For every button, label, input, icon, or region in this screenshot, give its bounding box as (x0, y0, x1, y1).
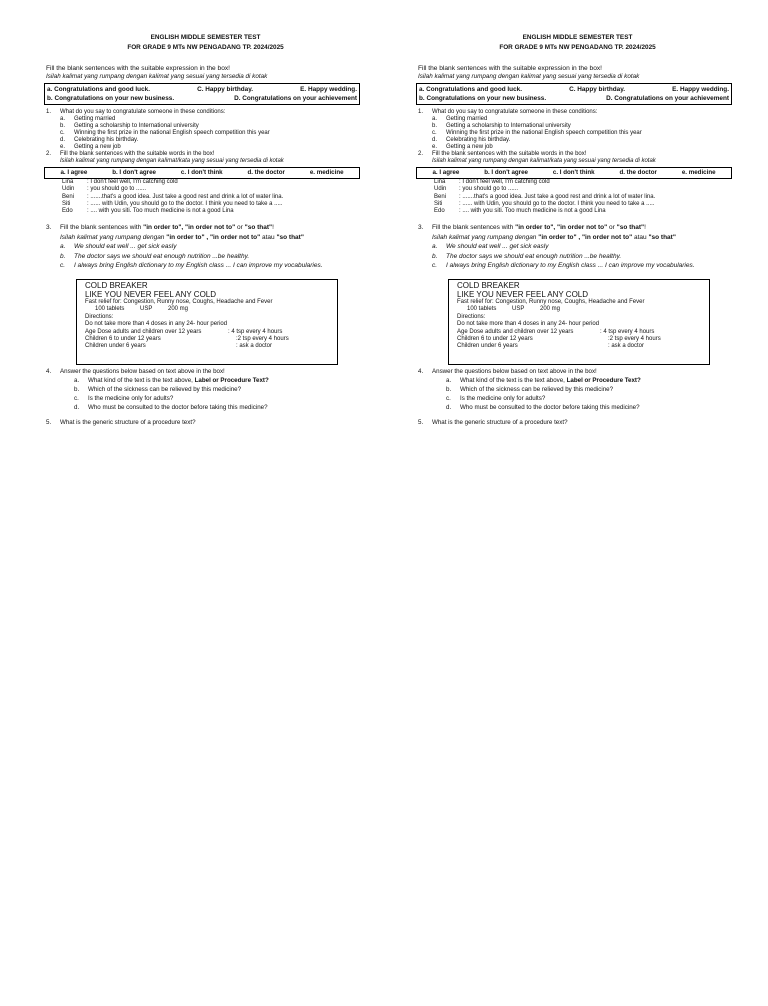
item-text: Winning the first prize in the national English speech competition this year (446, 130, 642, 136)
item-text: Which of the sickness can be relieved by this medicine? (88, 385, 242, 393)
item-letter: c. (446, 394, 451, 402)
medicine-tagline: LIKE YOU NEVER FEEL ANY COLD (85, 289, 217, 299)
dose-label: Age Dose adults and children over 12 years (85, 328, 202, 335)
option-e: E. Happy wedding. (672, 86, 729, 93)
usp: USP (140, 306, 153, 313)
item-letter: b. (60, 252, 66, 260)
item-text: Celebrating his birthday. (446, 137, 511, 143)
option-c: C. Happy birthday. (197, 86, 254, 93)
word-d: d. the doctor (619, 169, 657, 176)
list-item (446, 394, 755, 403)
text-part: or (235, 224, 245, 232)
item-text: Getting a scholarship to International university (74, 123, 199, 129)
worksheet-copy-right (400, 0, 755, 500)
medicine-label-box (448, 279, 710, 365)
question-5 (28, 418, 383, 427)
text-part-bold: "in order to", "in order not to" (515, 224, 608, 232)
question-text: Fill the blank sentences with the suitable words in the box! (60, 151, 215, 157)
item-text: What kind of the text is the text above, (88, 376, 195, 384)
text-part-bold: "so that" (276, 233, 304, 241)
item-text: Getting a new job (74, 144, 121, 150)
dialogue-line (62, 186, 383, 193)
question-3 (400, 223, 755, 271)
text-part: Isilah kalimat yang rumpang dengan (432, 233, 539, 241)
list-item (60, 261, 383, 271)
question-5 (400, 418, 755, 427)
dose-value: : ask a doctor (236, 343, 273, 350)
instruction-translation: Isilah kalimat yang rumpang dengan kalimat yang sesuai yang tersedia di kotak (46, 73, 268, 80)
dose-value: : 4 tsp every 4 hours (228, 328, 283, 335)
question-translation: Isilah kalimat yang rumpang dengan kalimat/kata yang sesuai yang tersedia di kotak (432, 158, 656, 164)
list-item (60, 144, 383, 151)
list-item (60, 130, 383, 137)
item-text: I always bring English dictionary to my English class ... I can improve my vocabularies. (74, 262, 323, 270)
dialogue-line (434, 208, 755, 215)
list-item (432, 144, 755, 151)
text-part-bold: "in order to", "in order not to" (143, 224, 236, 232)
question-number: 1. (46, 109, 52, 115)
dose-warning: Do not take more than 4 doses in any 24- hour period (85, 321, 228, 328)
item-text: Getting a new job (446, 144, 493, 150)
speaker: Udin (434, 186, 447, 193)
speaker: Lina (62, 179, 74, 185)
item-letter: d. (446, 403, 452, 411)
item-letter: b. (60, 123, 66, 129)
word-b: b. I don't agree (112, 169, 156, 176)
option-d: D. Congratulations on your achievement (234, 95, 357, 102)
question-text: Answer the questions below based on text above in the box! (432, 367, 597, 375)
list-item (74, 403, 383, 412)
utterance: : I don't feel well, I'm catching cold (459, 179, 550, 185)
question-text: Answer the questions below based on text above in the box! (60, 367, 225, 375)
item-letter: b. (432, 123, 438, 129)
dose-row (85, 336, 337, 343)
directions-heading: Directions: (85, 313, 114, 320)
dialogue (62, 179, 383, 215)
list-item (432, 252, 755, 262)
question-number: 2. (418, 151, 424, 157)
question-text (432, 223, 755, 233)
item-letter: d. (60, 137, 66, 143)
text-part: atau (632, 233, 649, 241)
speaker: Edo (434, 208, 445, 215)
dose-label: Age Dose adults and children over 12 years (457, 328, 574, 335)
text-part-bold: "in order to" , "in order not to" (166, 233, 261, 241)
dialogue-line (434, 186, 755, 193)
utterance: : you should go to ...... (87, 186, 147, 193)
question-3 (28, 223, 383, 271)
item-text-bold: Label or Procedure Text? (194, 376, 269, 384)
item-letter: a. (74, 376, 80, 384)
question-text: What is the generic structure of a procedure text? (60, 418, 196, 426)
question-number: 2. (46, 151, 52, 157)
item-text: Getting married (446, 116, 488, 122)
speaker: Siti (62, 200, 71, 207)
list-item (60, 242, 383, 252)
list-item (60, 116, 383, 123)
speaker: Beni (62, 193, 75, 200)
word-c: c. I don't think (180, 169, 223, 176)
list-item (432, 130, 755, 137)
dose-label: Children 6 to under 12 years (457, 336, 533, 343)
question-4 (28, 367, 383, 412)
question-number: 3. (46, 224, 52, 232)
text-part: Isilah kalimat yang rumpang dengan (60, 233, 167, 241)
speaker: Siti (434, 200, 443, 207)
word-e: e. medicine (309, 169, 344, 176)
question-text: What is the generic structure of a procedure text? (432, 418, 568, 426)
tablets-count: 100 tablets (95, 306, 125, 313)
dose-warning: Do not take more than 4 doses in any 24- hour period (457, 321, 600, 328)
item-letter: a. (446, 376, 452, 384)
item-letter: b. (446, 385, 452, 393)
question-2 (400, 151, 755, 165)
item-letter: c. (74, 394, 79, 402)
dose-row (457, 329, 709, 336)
list-item (432, 123, 755, 130)
dialogue-line (62, 201, 383, 208)
test-title: ENGLISH MIDDLE SEMESTER TEST (150, 34, 261, 41)
directions-heading: Directions: (457, 313, 486, 320)
dose-label: Children under 6 years (85, 343, 146, 350)
item-letter: e. (60, 144, 66, 150)
item-text-bold: Label or Procedure Text? (566, 376, 641, 384)
item-text: Getting a scholarship to International university (446, 123, 571, 129)
item-text: I always bring English dictionary to my English class ... I can improve my vocabularies. (446, 262, 695, 270)
word-box (416, 167, 732, 179)
item-letter: e. (432, 144, 438, 150)
item-letter: c. (60, 262, 66, 270)
text-part: ! (272, 224, 274, 232)
word-c: c. I don't think (552, 169, 595, 176)
text-part: atau (260, 233, 277, 241)
speaker: Lina (434, 179, 446, 185)
option-d: D. Congratulations on your achievement (606, 95, 729, 102)
item-letter: b. (74, 385, 80, 393)
list-item (74, 385, 383, 394)
list-item (74, 376, 383, 385)
question-number: 3. (418, 224, 424, 232)
item-text: Getting married (74, 116, 116, 122)
item-letter: a. (432, 116, 438, 122)
medicine-tagline: LIKE YOU NEVER FEEL ANY COLD (457, 289, 589, 299)
utterance: : .... with you siti. Too much medicine is not a good Lina (87, 208, 234, 215)
question-2 (28, 151, 383, 165)
medicine-name: COLD BREAKER (457, 280, 520, 290)
list-item (432, 137, 755, 144)
item-text: Who must be consulted to the doctor before taking this medicine? (460, 403, 640, 411)
utterance: : I don't feel well, I'm catching cold (87, 179, 178, 185)
option-e: E. Happy wedding. (300, 86, 357, 93)
text-part: Fill the blank sentences with (60, 224, 144, 232)
list-item (446, 376, 755, 385)
test-subtitle: FOR GRADE 9 MTs NW PENGADANG TP. 2024/2025 (499, 44, 656, 51)
instruction: Fill the blank sentences with the suitable expression in the box! (46, 65, 230, 72)
word-a: a. I agree (432, 169, 460, 176)
item-letter: c. (432, 130, 437, 136)
expression-box (44, 83, 360, 105)
utterance: : you should go to ...... (459, 186, 519, 193)
item-letter: b. (432, 252, 438, 260)
dose-row (85, 343, 337, 350)
option-a: a. Congratulations and good luck. (47, 86, 150, 93)
utterance: : .... with you siti. Too much medicine is not a good Lina (459, 208, 606, 215)
question-number: 1. (418, 109, 424, 115)
expression-box (416, 83, 732, 105)
question-translation: Isilah kalimat yang rumpang dengan kalimat/kata yang sesuai yang tersedia di kotak (60, 158, 284, 164)
list-item (60, 252, 383, 262)
medicine-label-box (76, 279, 338, 365)
item-text: Celebrating his birthday. (74, 137, 139, 143)
item-letter: a. (432, 243, 438, 251)
dialogue-line (62, 208, 383, 215)
list-item (74, 394, 383, 403)
option-c: C. Happy birthday. (569, 86, 626, 93)
instruction-translation: Isilah kalimat yang rumpang dengan kalimat yang sesuai yang tersedia di kotak (418, 73, 640, 80)
speaker: Edo (62, 208, 73, 215)
tablets-count: 100 tablets (467, 306, 497, 313)
question-text: Fill the blank sentences with the suitable words in the box! (432, 151, 587, 157)
text-part-bold: "in order to" , "in order not to" (538, 233, 633, 241)
dialogue-line (62, 194, 383, 201)
instruction: Fill the blank sentences with the suitable expression in the box! (418, 65, 602, 72)
text-part-bold: "so that" (244, 224, 273, 232)
question-text (60, 223, 383, 233)
utterance: : .......that's a good idea. Just take a good rest and drink a lot of water lina. (459, 193, 656, 200)
list-item (446, 385, 755, 394)
question-1 (400, 109, 755, 151)
item-text: Winning the first prize in the national English speech competition this year (74, 130, 270, 136)
item-letter: a. (60, 243, 66, 251)
usp: USP (512, 306, 525, 313)
question-number: 4. (46, 367, 52, 375)
list-item (432, 261, 755, 271)
medicine-package (457, 306, 709, 313)
dose-value: : 4 tsp every 4 hours (600, 328, 655, 335)
dose-label: Children under 6 years (457, 343, 518, 350)
question-1 (28, 109, 383, 151)
dose-row (457, 336, 709, 343)
question-4 (400, 367, 755, 412)
question-number: 5. (46, 418, 52, 426)
list-item (60, 137, 383, 144)
question-number: 5. (418, 418, 424, 426)
test-subtitle: FOR GRADE 9 MTs NW PENGADANG TP. 2024/2025 (127, 44, 284, 51)
utterance: : .......that's a good idea. Just take a good rest and drink a lot of water lina. (87, 193, 284, 200)
text-part: Fill the blank sentences with (432, 224, 516, 232)
dialogue-line (434, 201, 755, 208)
word-d: d. the doctor (247, 169, 285, 176)
list-item (60, 123, 383, 130)
item-text: Which of the sickness can be relieved by this medicine? (460, 385, 614, 393)
medicine-relief: Fast relief for: Congestion, Runny nose, Coughs, Headache and Fever (457, 298, 645, 305)
item-letter: d. (74, 403, 80, 411)
dose-row (85, 329, 337, 336)
word-b: b. I don't agree (484, 169, 528, 176)
item-letter: c. (60, 130, 65, 136)
speaker: Udin (62, 186, 75, 193)
item-text: The doctor says we should eat enough nutrition ...be healthy. (446, 252, 622, 260)
item-text: Is the medicine only for adults? (460, 394, 546, 402)
dialogue (434, 179, 755, 215)
item-letter: d. (432, 137, 438, 143)
option-b: b. Congratulations on your new business. (419, 95, 547, 102)
question-translation (60, 233, 383, 243)
utterance: : ...... with Udin, you should go to the doctor. I think you need to take a ..... (87, 200, 283, 207)
dose-value: :2 tsp every 4 hours (236, 336, 289, 343)
item-letter: c. (432, 262, 438, 270)
item-text: What kind of the text is the text above, (460, 376, 567, 384)
item-text: Is the medicine only for adults? (88, 394, 174, 402)
dialogue-line (434, 194, 755, 201)
medicine-relief: Fast relief for: Congestion, Runny nose, Coughs, Headache and Fever (85, 298, 273, 305)
dose-row (457, 343, 709, 350)
dosage-mg: 200 mg (540, 306, 561, 313)
dose-label: Children 6 to under 12 years (85, 336, 161, 343)
utterance: : ...... with Udin, you should go to the doctor. I think you need to take a ..... (459, 200, 655, 207)
option-a: a. Congratulations and good luck. (419, 86, 522, 93)
list-item (446, 403, 755, 412)
item-text: We should eat well ... get sick easly (74, 243, 177, 251)
dialogue-line (62, 179, 383, 186)
question-text: What do you say to congratulate someone in these conditions: (60, 109, 226, 115)
word-box (44, 167, 360, 179)
question-number: 4. (418, 367, 424, 375)
text-part-bold: "so that" (648, 233, 676, 241)
text-part-bold: "so that" (616, 224, 645, 232)
question-text: What do you say to congratulate someone in these conditions: (432, 109, 598, 115)
item-text: We should eat well ... get sick easly (446, 243, 549, 251)
medicine-package (85, 306, 337, 313)
medicine-name: COLD BREAKER (85, 280, 148, 290)
list-item (432, 116, 755, 123)
item-letter: a. (60, 116, 66, 122)
test-title: ENGLISH MIDDLE SEMESTER TEST (522, 34, 633, 41)
dose-value: :2 tsp every 4 hours (608, 336, 661, 343)
dose-value: : ask a doctor (608, 343, 645, 350)
option-b: b. Congratulations on your new business. (47, 95, 175, 102)
text-part: or (607, 224, 617, 232)
item-text: Who must be consulted to the doctor before taking this medicine? (88, 403, 268, 411)
dosage-mg: 200 mg (168, 306, 189, 313)
speaker: Beni (434, 193, 447, 200)
dialogue-line (434, 179, 755, 186)
item-text: The doctor says we should eat enough nutrition ...be healthy. (74, 252, 250, 260)
question-translation (432, 233, 755, 243)
list-item (432, 242, 755, 252)
word-a: a. I agree (60, 169, 88, 176)
worksheet-copy-left (28, 0, 383, 500)
word-e: e. medicine (681, 169, 716, 176)
text-part: ! (644, 224, 646, 232)
